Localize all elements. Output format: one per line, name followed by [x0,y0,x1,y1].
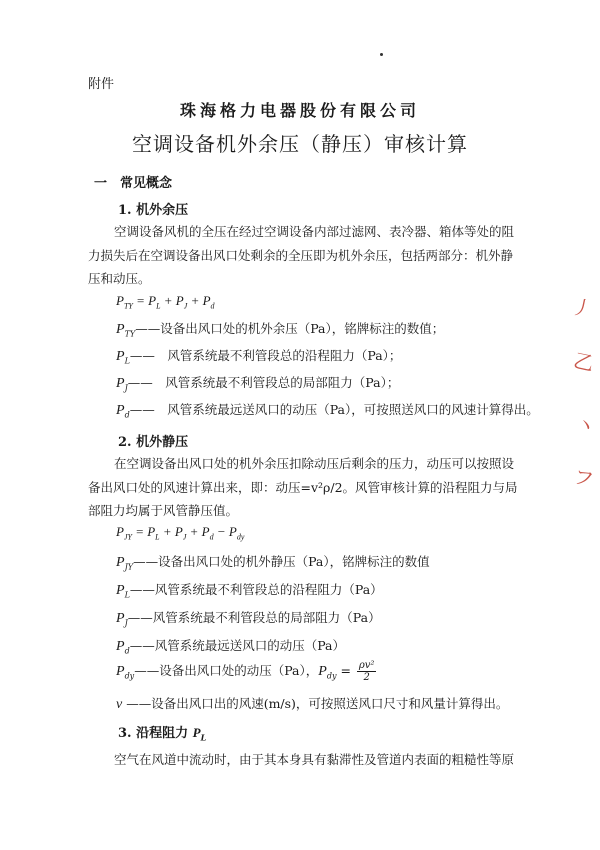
margin-ink-mark: 丶 [573,412,598,440]
margin-ink-mark: 乙 [571,348,596,376]
paragraph-friction: 空气在风道中流动时，由于其本身具有黏滞性及管道内表面的粗糙性等原 [114,752,515,767]
definition-pd-2: $P_d——$风管系统最远送风口的动压（Pa） [116,638,345,656]
page-title: 空调设备机外余压（静压）审核计算 [132,132,468,156]
definition-pj-2: $P_J——$风管系统最不利管段总的局部阻力（Pa） [116,610,381,628]
definition-pd: $P_d——$ 风管系统最远送风口的动压（Pa），可按照送风口的风速计算得出。 [116,402,539,420]
definition-pdy: $P_{dy}——$设备出风口处的动压（Pa），$P_{dy}$ = $\frac{\text{ρv²}}{2}$ [116,660,375,683]
paragraph-static-pressure: 在空调设备出风口处的机外余压扣除动压后剩余的压力，动压可以按照设备出风口处的风速计算出来，即：动压=v²ρ/2。风管审核计算的沿程阻力与局部阻力均属于风管静压值。 [88,456,518,518]
margin-ink-mark: フ [571,464,596,492]
subheading-3: 3. 沿程阻力 $P_L$ [118,725,207,743]
margin-ink-mark: 丿 [569,294,594,322]
definition-pjy: $P_{JY}——$设备出风口处的机外静压（Pa），铭牌标注的数值 [116,554,430,572]
subheading-1: 1. 机外余压 [118,203,189,218]
attachment-label: 附件 [88,77,115,92]
scan-speck [380,53,383,56]
dynamic-pressure-fraction: $\frac{\text{ρv²}}{2}$ [358,660,375,683]
definition-pl: $P_L——$ 风管系统最不利管段总的沿程阻力（Pa）； [116,348,402,366]
paragraph-residual-pressure: 空调设备风机的全压在经过空调设备内部过滤网、表冷器、箱体等处的阻力损失后在空调设备出风口处剩余的全压即为机外余压，包括两部分：机外静压和动压。 [88,224,515,286]
formula-ty: $P_{TY} = P_L + P_J + P_d$ [116,293,215,311]
section-heading-1: 一 常见概念 [94,176,173,191]
definition-pj: $P_J——$ 风管系统最不利管段总的局部阻力（Pa）； [116,375,400,393]
subheading-2: 2. 机外静压 [118,435,189,450]
company-name: 珠海格力电器股份有限公司 [179,101,420,120]
formula-jy: $P_{JY} = P_L + P_J + P_d - P_{dy}$ [116,524,245,542]
definition-pty: $P_{TY}——$设备出风口处的机外余压（Pa），铭牌标注的数值； [116,321,445,339]
definition-pl-2: $P_L——$风管系统最不利管段总的沿程阻力（Pa） [116,582,383,600]
definition-velocity: v ——设备出风口出的风速(m/s)，可按照送风口尺寸和风量计算得出。 [116,696,509,712]
